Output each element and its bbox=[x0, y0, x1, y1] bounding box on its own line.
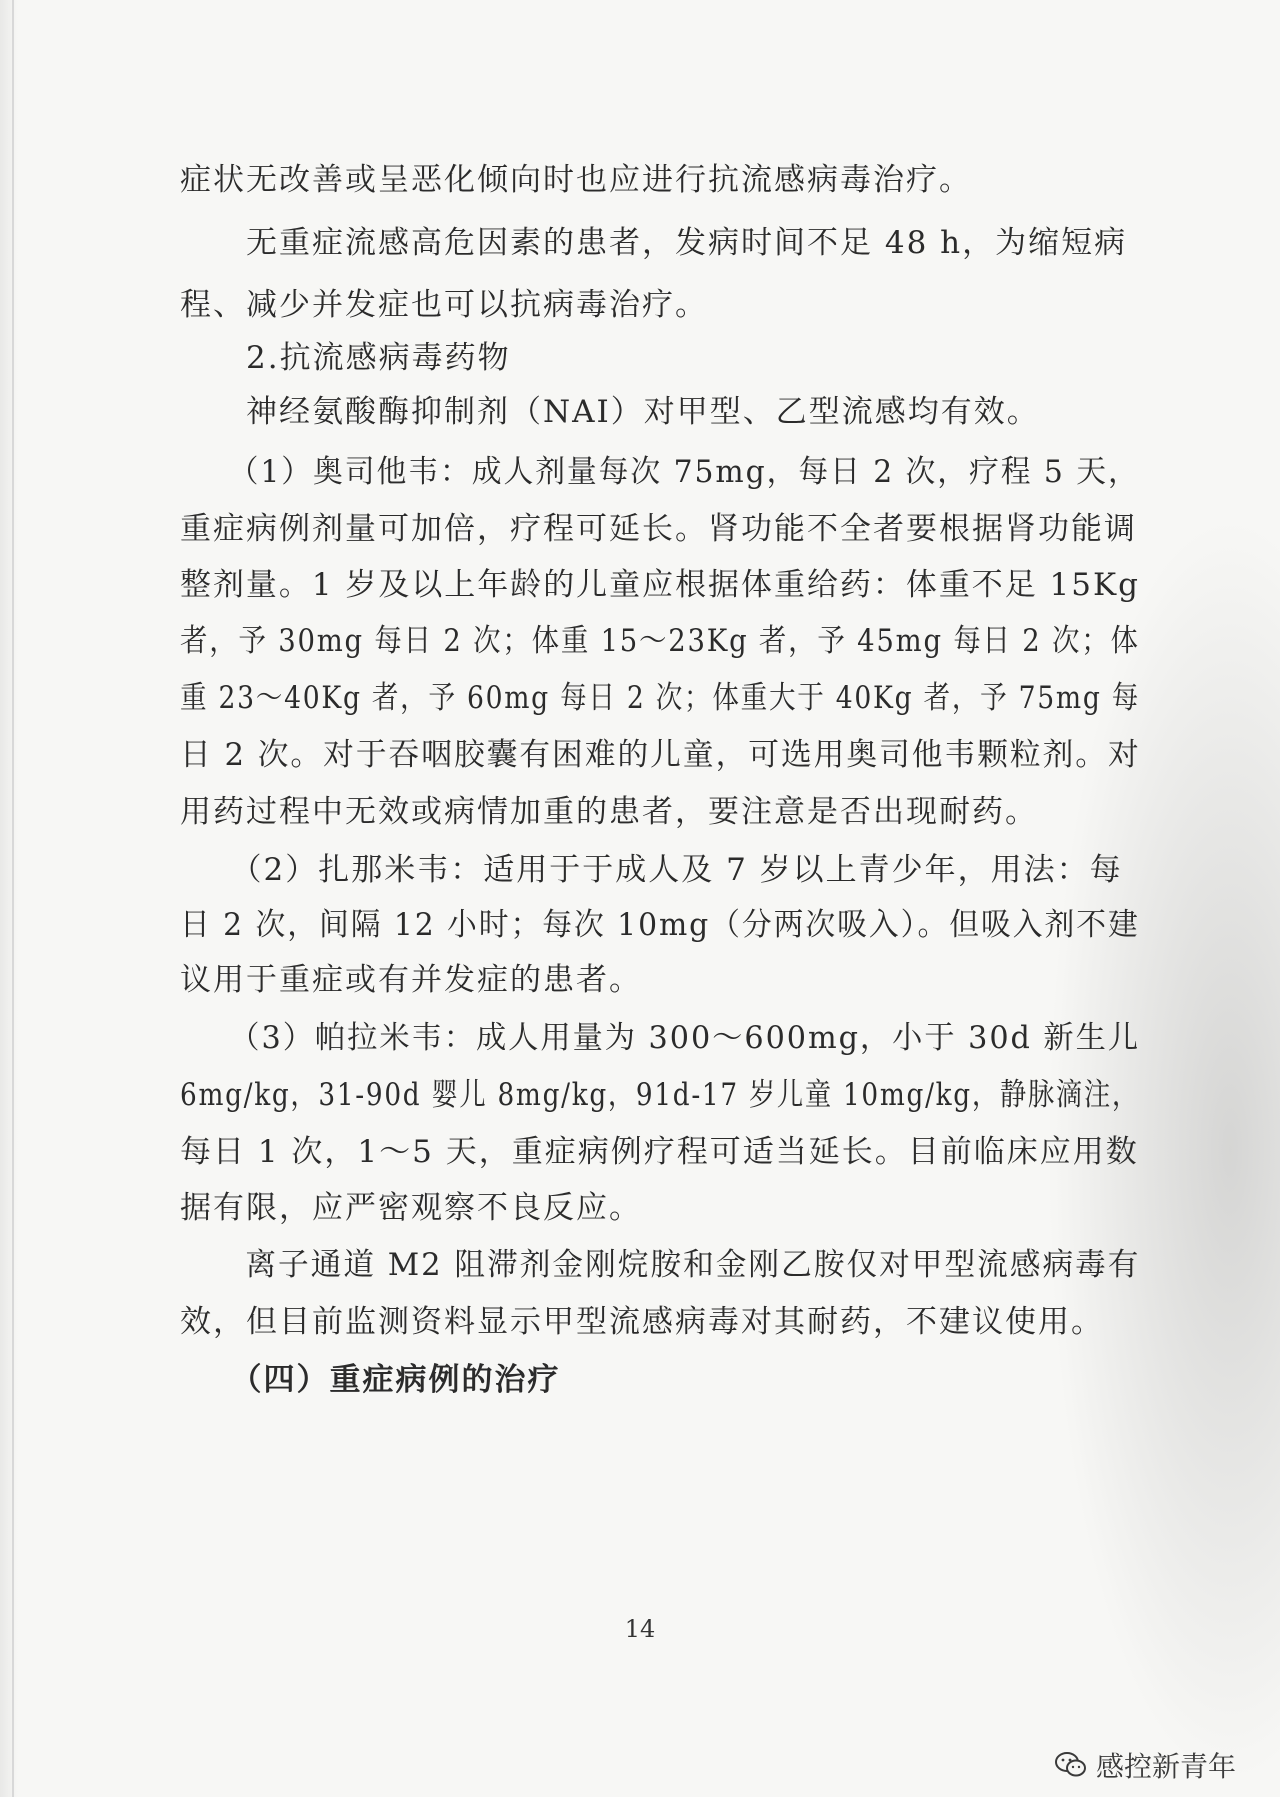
watermark-label: 感控新青年 bbox=[1095, 1750, 1236, 1783]
text-line: 议用于重症或有并发症的患者。 bbox=[180, 962, 642, 998]
text-line: 用药过程中无效或病情加重的患者，要注意是否出现耐药。 bbox=[180, 794, 1038, 830]
section-heading: 2.抗流感病毒药物 bbox=[180, 340, 511, 376]
text-line: 重症病例剂量可加倍，疗程可延长。肾功能不全者要根据肾功能调 bbox=[180, 511, 1137, 547]
text-line: （1）奥司他韦：成人剂量每次 75mg，每日 2 次，疗程 5 天， bbox=[180, 454, 1140, 490]
text-line: 症状无改善或呈恶化倾向时也应进行抗流感病毒治疗。 bbox=[180, 162, 972, 198]
text-line: 神经氨酸酶抑制剂（NAI）对甲型、乙型流感均有效。 bbox=[180, 394, 1040, 430]
text-line: 程、减少并发症也可以抗病毒治疗。 bbox=[180, 287, 708, 323]
section-heading-bold: （四）重症病例的治疗 bbox=[180, 1362, 561, 1398]
wechat-icon bbox=[1054, 1750, 1088, 1780]
text-line: 效，但目前监测资料显示甲型流感病毒对其耐药，不建议使用。 bbox=[180, 1304, 1104, 1340]
text-line: 者，予 30mg 每日 2 次；体重 15～23Kg 者，予 45mg 每日 2 次；体 bbox=[180, 623, 1140, 659]
text-line: 每日 1 次，1～5 天，重症病例疗程可适当延长。目前临床应用数 bbox=[180, 1134, 1139, 1170]
text-line: 整剂量。1 岁及以上年龄的儿童应根据体重给药：体重不足 15Kg bbox=[180, 567, 1140, 603]
text-line: 重 23～40Kg 者，予 60mg 每日 2 次；体重大于 40Kg 者，予 75mg 每 bbox=[180, 680, 1141, 716]
text-line: 离子通道 M2 阻滞剂金刚烷胺和金刚乙胺仅对甲型流感病毒有 bbox=[180, 1247, 1141, 1283]
page-number: 14 bbox=[624, 1615, 656, 1643]
watermark bbox=[1054, 1745, 1236, 1785]
text-line: 日 2 次，间隔 12 小时；每次 10mg（分两次吸入）。但吸入剂不建 bbox=[180, 907, 1140, 943]
text-line: 6mg/kg，31-90d 婴儿 8mg/kg，91d-17 岁儿童 10mg/kg，静脉滴注， bbox=[180, 1077, 1140, 1113]
text-line: （2）扎那米韦：适用于于成人及 7 岁以上青少年，用法：每 bbox=[180, 852, 1123, 888]
text-line: （3）帕拉米韦：成人用量为 300～600mg，小于 30d 新生儿 bbox=[180, 1020, 1141, 1056]
text-line: 据有限，应严密观察不良反应。 bbox=[180, 1190, 642, 1226]
page-edge bbox=[12, 0, 14, 1797]
text-line: 无重症流感高危因素的患者，发病时间不足 48 h，为缩短病 bbox=[180, 225, 1128, 261]
text-line: 日 2 次。对于吞咽胶囊有困难的儿童，可选用奥司他韦颗粒剂。对 bbox=[180, 737, 1141, 773]
